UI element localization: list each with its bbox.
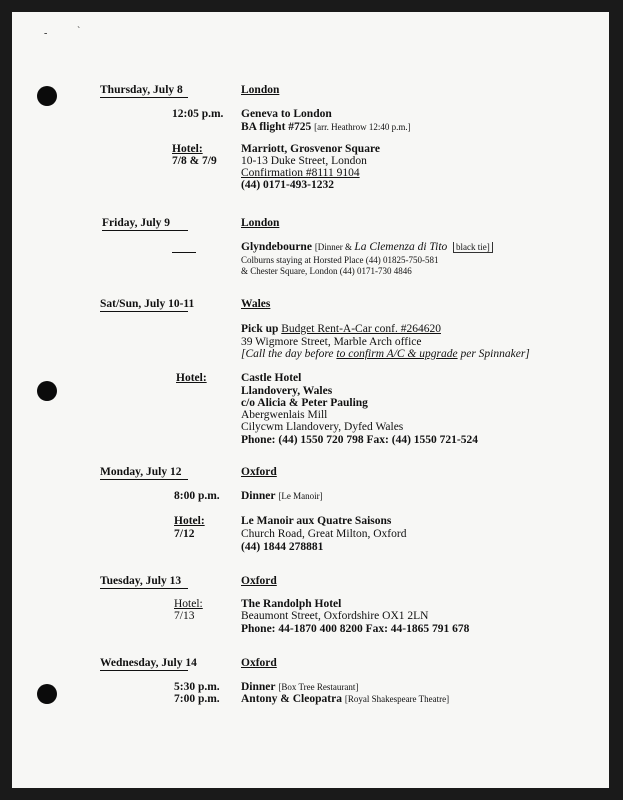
event-line: Dinner [Le Manoir]: [241, 490, 323, 502]
call-note: [Call the day before to confirm A/C & upgrade per Spinnaker]: [241, 348, 530, 360]
hotel-name: The Randolph Hotel: [241, 598, 342, 610]
city-heading: Oxford: [241, 657, 277, 669]
date-heading: Wednesday, July 14: [100, 657, 197, 669]
time: 5:30 p.m.: [174, 681, 220, 693]
binder-hole: [37, 684, 57, 704]
hotel-name: Marriott, Grosvenor Square: [241, 143, 380, 155]
address: 39 Wigmore Street, Marble Arch office: [241, 336, 422, 348]
event-line: Antony & Cleopatra [Royal Shakespeare Theatre]: [241, 693, 450, 705]
event-line: Dinner [Box Tree Restaurant]: [241, 681, 359, 693]
trip: Geneva to London: [241, 108, 332, 120]
phone: Phone: 44-1870 400 8200 Fax: 44-1865 791 678: [241, 623, 470, 635]
note-line: Colburns staying at Horsted Place (44) 01825-750-581: [241, 255, 439, 265]
hotel-dates: 7/13: [174, 610, 195, 622]
hotel-label: Hotel:: [174, 598, 203, 610]
hotel-dates: 7/12: [174, 528, 195, 540]
car-line: Pick up Budget Rent-A-Car conf. #264620: [241, 323, 441, 335]
phone: (44) 1844 278881: [241, 541, 324, 553]
city-heading: Wales: [241, 298, 271, 310]
time: 12:05 p.m.: [172, 108, 224, 120]
hotel-label: Hotel:: [176, 372, 207, 384]
note-line: & Chester Square, London (44) 0171-730 4846: [241, 266, 412, 276]
event-line: Glyndebourne [Dinner & La Clemenza di Tito black tie]: [241, 241, 493, 254]
binder-hole: [37, 381, 57, 401]
phone: (44) 0171-493-1232: [241, 179, 334, 191]
city-heading: London: [241, 217, 280, 229]
flight-line: BA flight #725 [arr. Heathrow 12:40 p.m.]: [241, 121, 411, 133]
confirmation: Confirmation #8111 9104: [241, 167, 360, 179]
hotel-dates: 7/8 & 7/9: [172, 155, 217, 167]
hotel-name: Castle Hotel: [241, 372, 302, 384]
date-heading: Friday, July 9: [102, 217, 188, 231]
care-of: c/o Alicia & Peter Pauling: [241, 397, 368, 409]
time: 8:00 p.m.: [174, 490, 220, 502]
binder-hole: [37, 86, 57, 106]
date-heading: Monday, July 12: [100, 466, 188, 480]
hotel-label: Hotel:: [174, 515, 205, 527]
address: Beaumont Street, Oxfordshire OX1 2LN: [241, 610, 429, 622]
town: Llandovery, Wales: [241, 385, 333, 397]
stray-mark: -: [44, 28, 48, 39]
city-heading: Oxford: [241, 466, 277, 478]
blank-time-line: [172, 252, 196, 253]
phone: Phone: (44) 1550 720 798 Fax: (44) 1550 721-524: [241, 434, 479, 446]
date-heading: Sat/Sun, July 10-11: [100, 298, 195, 310]
address: Church Road, Great Milton, Oxford: [241, 528, 407, 540]
date-heading: Thursday, July 8: [100, 84, 188, 98]
stray-mark: `: [77, 26, 81, 37]
hotel-label: Hotel:: [172, 143, 203, 155]
city-heading: Oxford: [241, 575, 277, 587]
address: Cilycwm Llandovery, Dyfed Wales: [241, 421, 404, 433]
address: 10-13 Duke Street, London: [241, 155, 367, 167]
city-heading: London: [241, 84, 280, 96]
date-heading: Tuesday, July 13: [100, 575, 188, 589]
address: Abergwenlais Mill: [241, 409, 328, 421]
hotel-name: Le Manoir aux Quatre Saisons: [241, 515, 392, 527]
time: 7:00 p.m.: [174, 693, 220, 705]
